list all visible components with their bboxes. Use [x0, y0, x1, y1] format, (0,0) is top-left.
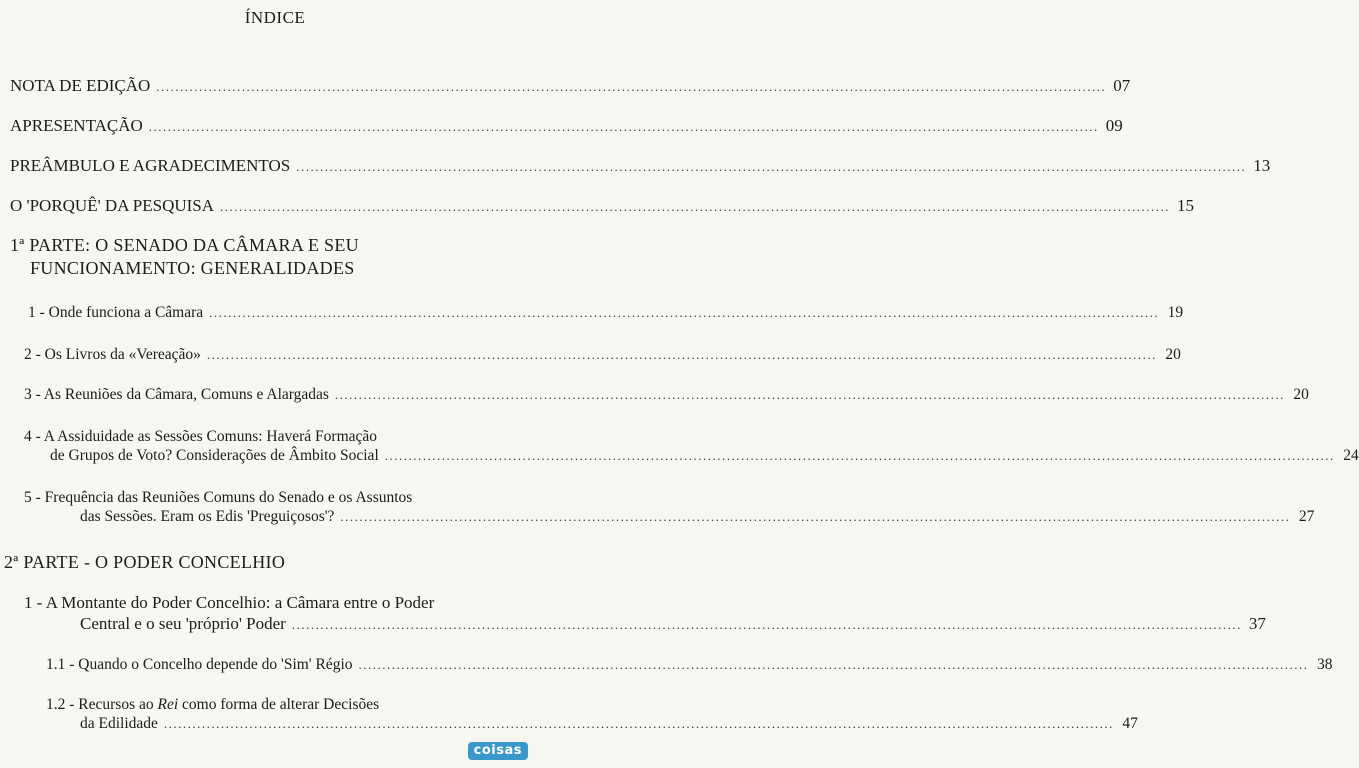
toc-entry-nota: [10, 76, 1131, 96]
toc-entry-apresentacao: [10, 116, 1123, 136]
toc-page-number: 38: [1317, 656, 1333, 673]
toc-entry-last-line: [80, 507, 1315, 526]
toc-page-number: 24: [1343, 447, 1359, 465]
leader-dots: ........................................................................................................................................................................................................: [209, 305, 1160, 320]
toc-entry-p1-4: [24, 427, 1359, 466]
toc-entry-text-line: 5 - Frequência das Reuniões Comuns do Senado e os Assuntos: [24, 489, 413, 506]
toc-entry-text: da Edilidade: [80, 715, 158, 733]
toc-entry-p1-1: [28, 304, 1184, 322]
part-2-heading: [4, 551, 285, 574]
toc-entry-p1-5: [24, 488, 1315, 527]
leader-dots: ........................................................................................................................................................................................................: [206, 347, 1157, 362]
toc-page-number: 27: [1298, 508, 1315, 526]
toc-entry-text: 1 - Onde funciona a Câmara: [28, 304, 204, 321]
toc-entry-emphasis: Rei: [157, 696, 179, 713]
toc-entry-last-line: [50, 446, 1359, 465]
toc-entry-text: como forma de alterar Decisões: [178, 696, 380, 713]
toc-entry-text: de Grupos de Voto? Considerações de Âmbito Social: [50, 447, 379, 465]
leader-dots: ........................................................................................................................................................................................................: [163, 716, 1114, 732]
toc-page-number: 20: [1293, 386, 1309, 403]
toc-entry-p1-2: [24, 346, 1181, 364]
toc-entry-last-line: [80, 714, 1138, 733]
leader-dots: ........................................................................................................................................................................................................: [148, 119, 1099, 134]
toc-entry-text: 1.2 - Recursos ao: [46, 696, 158, 713]
toc-entry-p1-3: [24, 386, 1309, 404]
leader-dots: ........................................................................................................................................................................................................: [334, 387, 1285, 402]
toc-entry-text: PREÂMBULO E AGRADECIMENTOS: [10, 156, 291, 175]
leader-dots: ........................................................................................................................................................................................................: [340, 509, 1291, 525]
toc-entry-text: O 'PORQUÊ' DA PESQUISA: [10, 196, 215, 215]
toc-entry-text: 1.1 - Quando o Concelho depende do 'Sim' Régio: [46, 656, 353, 673]
toc-entry-text: Central e o seu 'próprio' Poder: [80, 614, 286, 634]
toc-entry-p2-1: [24, 592, 1266, 635]
part-heading-line: 2ª PARTE - O PODER CONCELHIO: [4, 552, 286, 572]
page-title: ÍNDICE: [244, 8, 306, 27]
toc-entry-preambulo: [10, 156, 1271, 176]
part-heading-line: FUNCIONAMENTO: GENERALIDADES: [30, 257, 355, 278]
toc-page-number: 19: [1167, 304, 1184, 321]
toc-entry-text: das Sessões. Eram os Edis 'Preguiçosos'?: [80, 508, 335, 526]
toc-page-number: 37: [1248, 614, 1266, 634]
toc-entry-porque: [10, 196, 1195, 216]
leader-dots: ........................................................................................................................................................................................................: [384, 448, 1335, 464]
part-1-heading: [10, 234, 538, 279]
toc-entry-last-line: [80, 613, 1266, 634]
leader-dots: ........................................................................................................................................................................................................: [156, 79, 1107, 94]
toc-entry-text-line: [46, 695, 538, 714]
leader-dots: ........................................................................................................................................................................................................: [220, 199, 1171, 214]
toc-page-number: 47: [1122, 715, 1138, 733]
toc-entry-text-line: 4 - A Assiduidade as Sessões Comuns: Haverá Formação: [24, 428, 378, 445]
toc-entry-text: APRESENTAÇÃO: [10, 116, 143, 135]
toc-entry-text: NOTA DE EDIÇÃO: [10, 76, 151, 95]
leader-dots: ........................................................................................................................................................................................................: [296, 159, 1247, 174]
toc-entry-text: 2 - Os Livros da «Vereação»: [24, 346, 201, 363]
toc-entry-p2-1-1: [46, 656, 1333, 674]
toc-page-number: 20: [1165, 346, 1181, 363]
toc-entry-text-line: 1 - A Montante do Poder Concelhio: a Câmara entre o Poder: [24, 593, 435, 612]
part-heading-line: 1ª PARTE: O SENADO DA CÂMARA E SEU: [10, 235, 359, 255]
toc-page-number: 07: [1113, 76, 1131, 95]
leader-dots: ........................................................................................................................................................................................................: [291, 617, 1242, 633]
toc-page-number: 13: [1253, 156, 1271, 175]
watermark-logo: coisas: [468, 742, 528, 760]
leader-dots: ........................................................................................................................................................................................................: [358, 657, 1309, 672]
toc-page-number: 15: [1177, 196, 1195, 215]
toc-page-number: 09: [1105, 116, 1123, 135]
toc-entry-p2-1-2: [46, 695, 1138, 734]
toc-entry-text: 3 - As Reuniões da Câmara, Comuns e Alargadas: [24, 386, 329, 403]
